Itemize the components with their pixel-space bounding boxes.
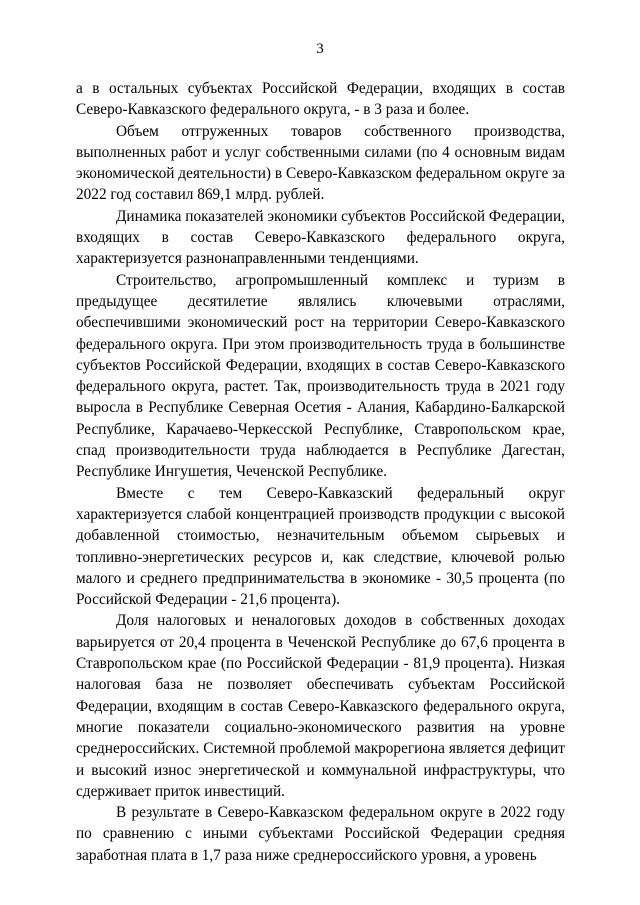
paragraph-shipped-goods: Объем отгруженных товаров собственного производства, выполненных работ и услуг собственными силами (по 4 основным видам экономической деятельности) в Северо-Кавказском федеральном округе за 2022 год составил 869,1 млрд. рублей. [76,122,565,204]
paragraph-tax-revenue: Доля налоговых и неналоговых доходов в собственных доходах варьируется от 20,4 процента в Чеченской Республике до 67,6 процента в Ставропольском крае (по Российской Федерации - 81,9 процента). Низкая налоговая база не позволяет обеспечивать субъектам Российской Федерации, входящим в состав Северо-Кавказского федерального округа, многие показатели социально-экономического развития на уровне среднероссийских. Системной проблемой макрорегиона является дефицит и высокий износ энергетической и коммунальной инфраструктуры, что сдерживает приток инвестиций. [76,612,565,800]
paragraph-key-industries: Строительство, агропромышленный комплекс и туризм в предыдущее десятилетие являлись ключевыми отраслями, обеспечившими экономический рост на территории Северо-Кавказского федерального округа. При этом производительность труда в большинстве субъектов Российской Федерации, входящих в состав Северо-Кавказского федерального округа, растет. Так, производительность труда в 2021 году выросла в Республике Северная Осетия - Алания, Кабардино-Балкарской Республике, Карачаево-Черкесской Республике, Ставропольском крае, спад производительности труда наблюдается в Республике Дагестан, Республике Ингушетия, Чеченской Республике. [76,271,565,481]
paragraph-wages: В результате в Северо-Кавказском федеральном округе в 2022 году по сравнению с иными субъектами Российской Федерации средняя заработная плата в 1,7 раза ниже среднероссийского уровня, а уровень [76,804,565,864]
paragraph-dynamics: Динамика показателей экономики субъектов Российской Федерации, входящих в состав Северо-Кавказского федерального округа, характеризуется разнонаправленными тенденциями. [76,207,565,268]
paragraph-small-business: Вместе с тем Северо-Кавказский федеральный округ характеризуется слабой концентрацией производств продукции с высокой добавленной стоимостью, незначительным объемом сырьевых и топливно-энергетических ресурсов и, как следствие, ключевой ролью малого и среднего предпринимательства в экономике - 30,5 процента (по Российской Федерации - 21,6 процента). [76,484,565,609]
page-number: 3 [316,41,324,57]
paragraph-continuation: а в остальных субъектах Российской Федерации, входящих в состав Северо-Кавказского федерального округа, - в 3 раза и более. [76,80,565,119]
document-body [76,78,565,866]
